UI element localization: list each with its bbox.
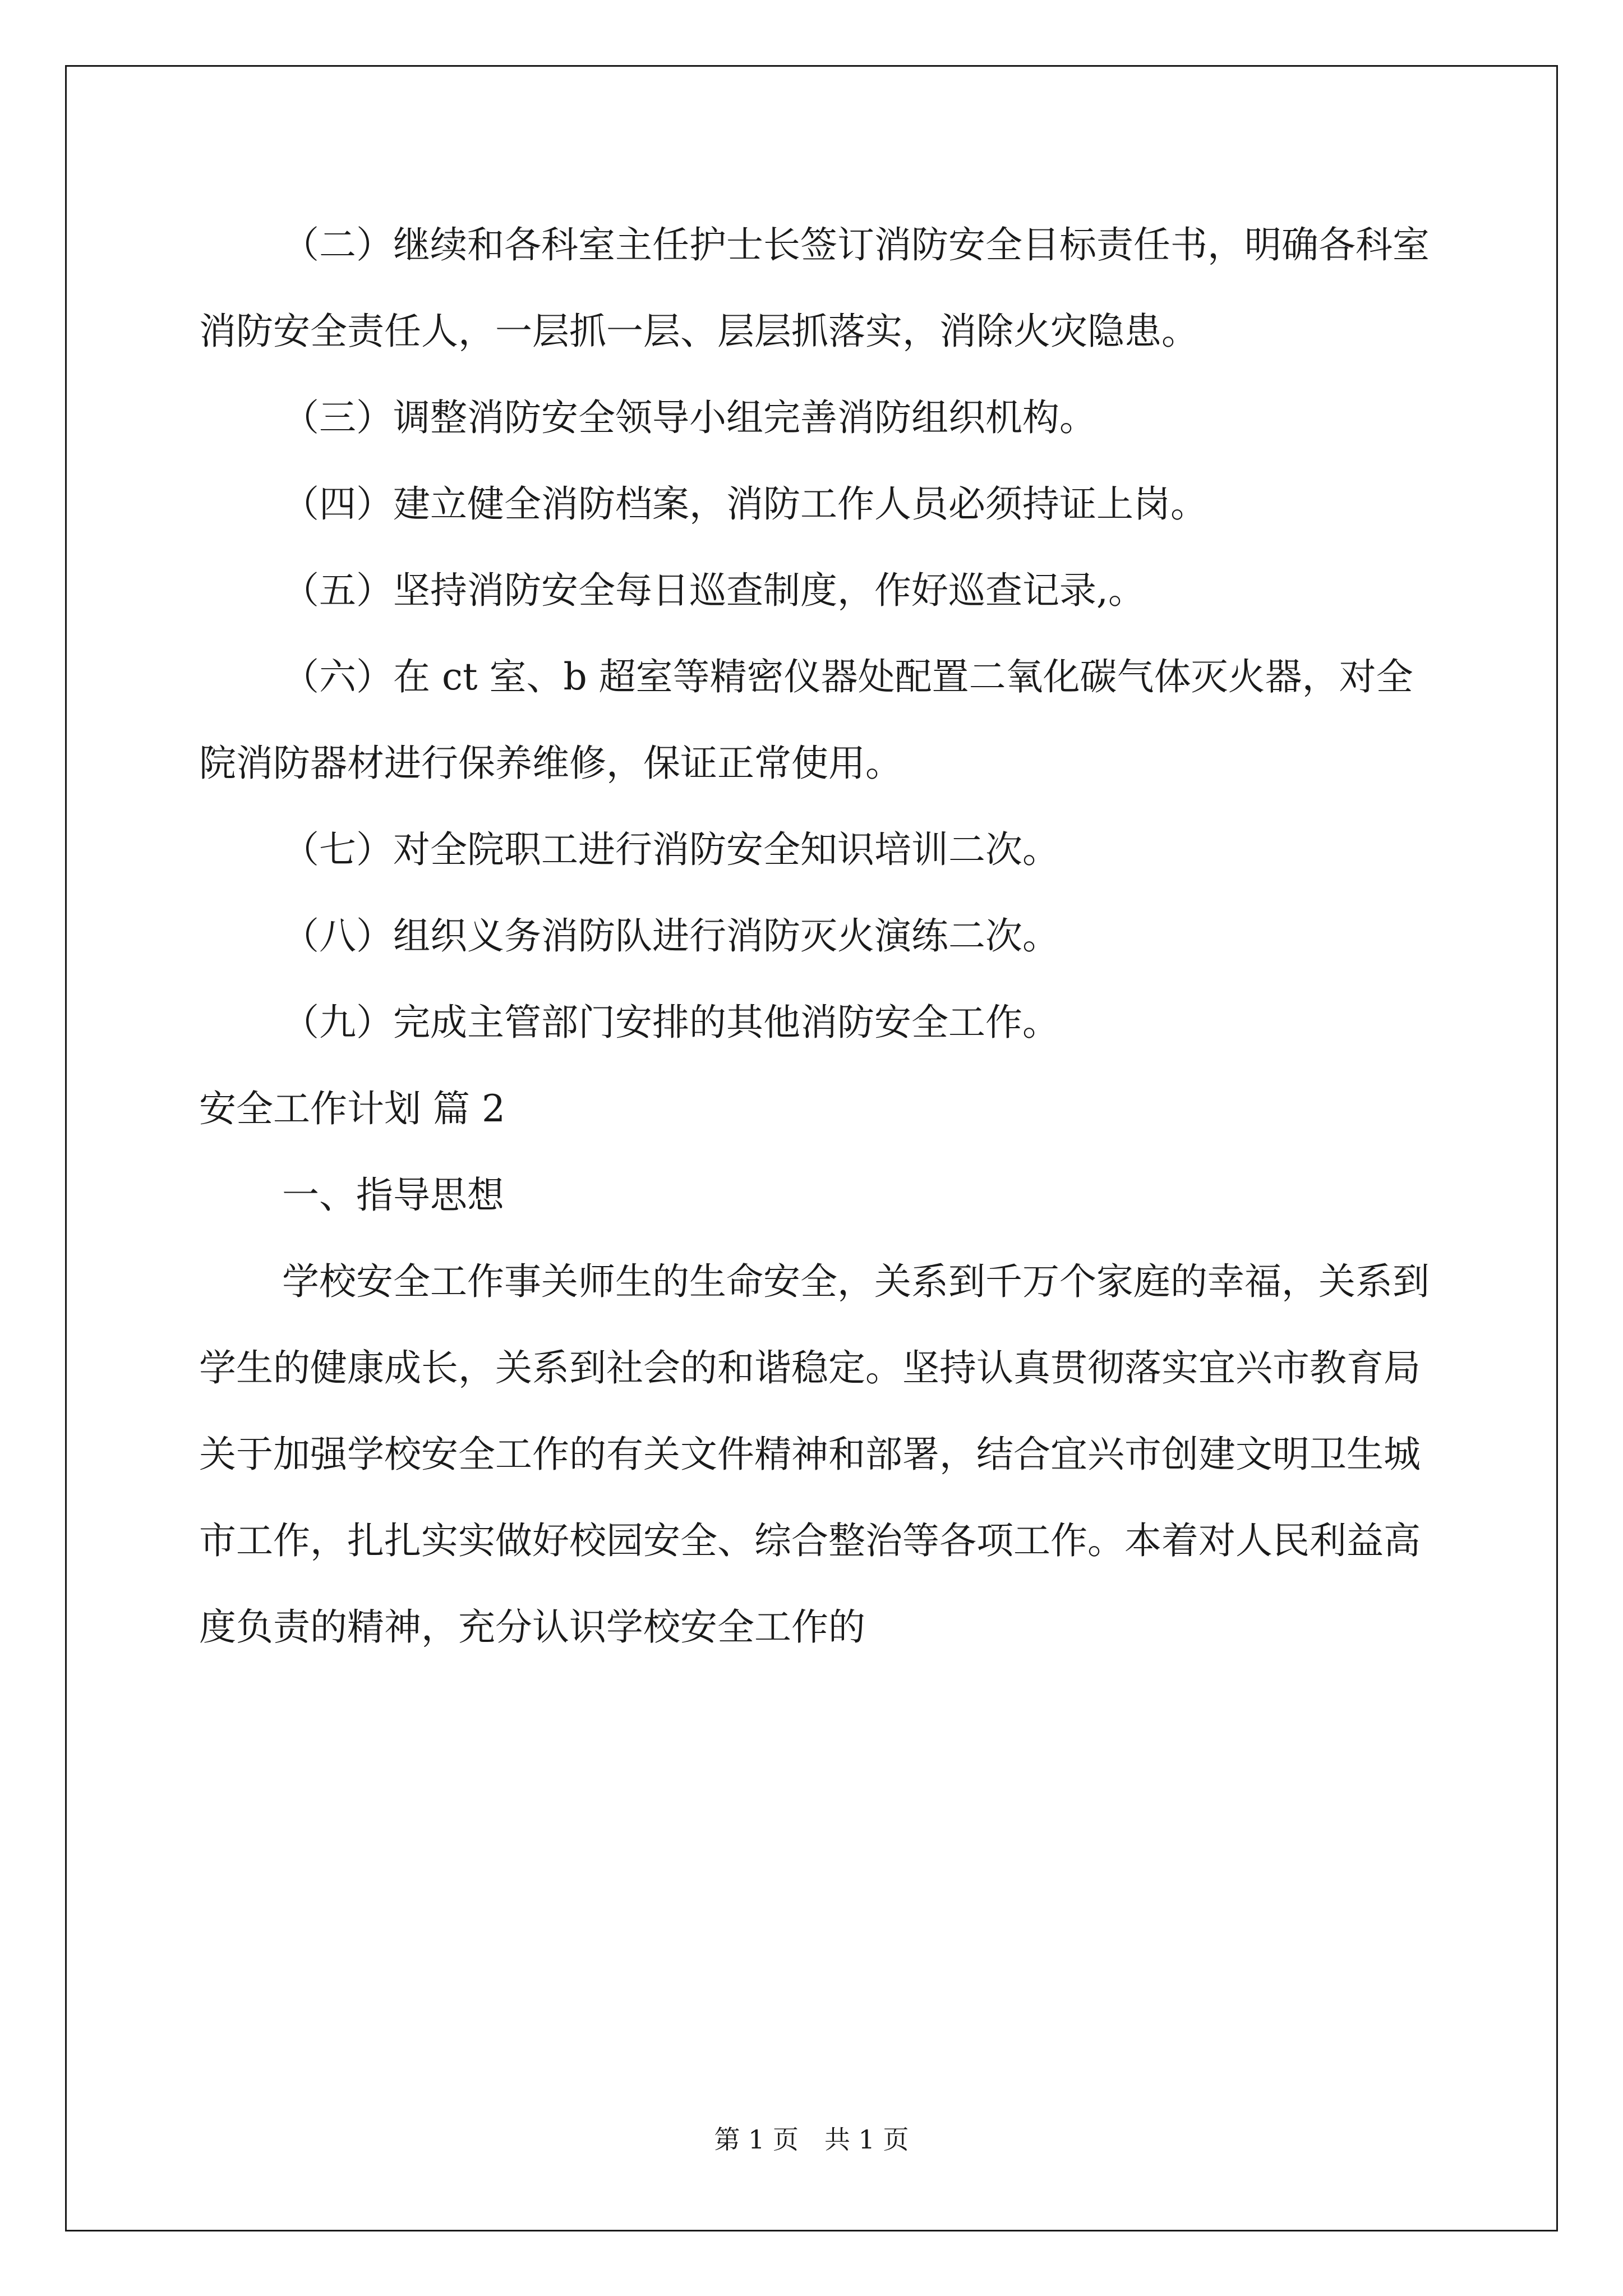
- subsection-heading: 一、指导思想: [282, 1174, 504, 1217]
- paragraph: （四）建立健全消防档案，消防工作人员必须持证上岗。: [282, 482, 1207, 526]
- paragraph: （七）对全院职工进行消防安全知识培训二次。: [282, 828, 1059, 871]
- paragraph: （九）完成主管部门安排的其他消防安全工作。: [282, 1001, 1059, 1044]
- document-body: [199, 202, 1433, 1671]
- paragraph: （二）继续和各科室主任护士长签订消防安全目标责任书，明确各科室消防安全责任人，一层抓一层、层层抓落实，消除火灾隐患。: [199, 223, 1430, 353]
- page-footer: 第 1 页 共 1 页: [714, 2124, 909, 2155]
- paragraph: （六）在 ct 室、b 超室等精密仪器处配置二氧化碳气体灭火器，对全院消防器材进行保养维修，保证正常使用。: [199, 655, 1413, 785]
- paragraph: （五）坚持消防安全每日巡查制度，作好巡查记录,。: [282, 569, 1145, 612]
- paragraph: （三）调整消防安全领导小组完善消防组织机构。: [282, 396, 1096, 439]
- paragraph: 学校安全工作事关师生的生命安全，关系到千万个家庭的幸福，关系到学生的健康成长，关系到社会的和谐稳定。坚持认真贯彻落实宜兴市教育局关于加强学校安全工作的有关文件精神和部署，结合宜兴市创建文明卫生城市工作，扎扎实实做好校园安全、综合整治等各项工作。本着对人民利益高度负责的精神，充分认识学校安全工作的: [199, 1260, 1430, 1649]
- paragraph: （八）组织义务消防队进行消防灭火演练二次。: [282, 914, 1059, 958]
- section-heading: 安全工作计划 篇 2: [199, 1087, 505, 1130]
